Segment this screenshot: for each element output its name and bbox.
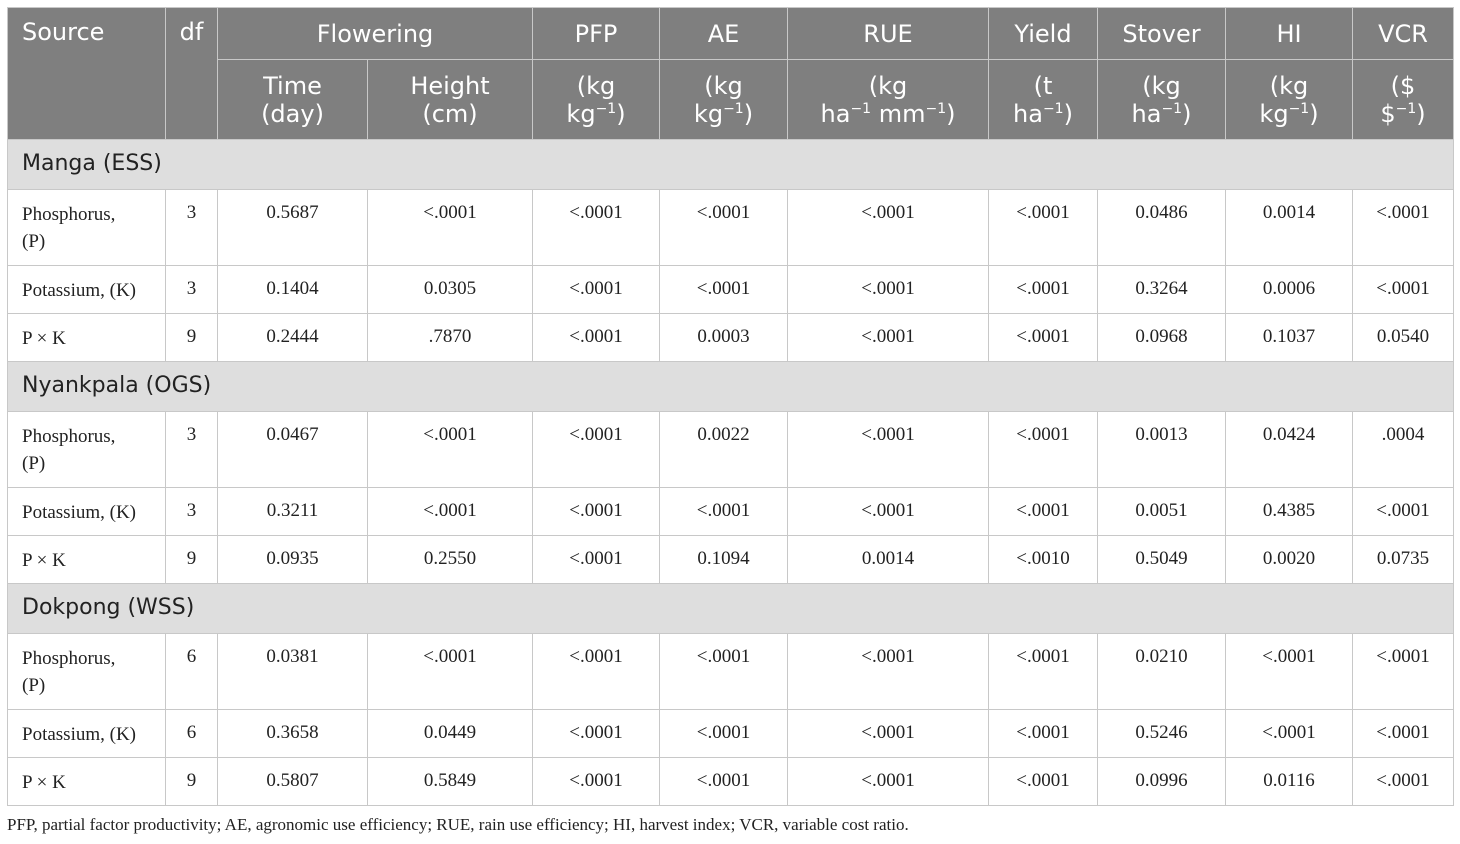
height-cell: <.0001 — [368, 488, 533, 536]
header-vcr-unit: ($ \$$^{-1}$) — [1353, 60, 1454, 140]
height-cell: 0.5849 — [368, 758, 533, 806]
stover-cell: 0.3264 — [1098, 266, 1226, 314]
time-cell: 0.5807 — [218, 758, 368, 806]
group-label: Nyankpala (OGS) — [8, 362, 1454, 412]
table-row — [8, 536, 1454, 584]
df-cell: 9 — [166, 314, 218, 362]
table-row — [8, 190, 1454, 266]
time-cell: 0.5687 — [218, 190, 368, 266]
ae-cell: <.0001 — [660, 758, 788, 806]
group-row — [8, 362, 1454, 412]
group-row — [8, 584, 1454, 634]
height-cell: 0.0305 — [368, 266, 533, 314]
hi-cell: 0.4385 — [1226, 488, 1353, 536]
stover-cell: 0.0968 — [1098, 314, 1226, 362]
time-cell: 0.0381 — [218, 634, 368, 710]
yield-cell: <.0001 — [989, 634, 1098, 710]
hi-cell: <.0001 — [1226, 634, 1353, 710]
yield-cell: <.0001 — [989, 488, 1098, 536]
source-cell: Potassium, (K) — [8, 710, 166, 758]
df-cell: 3 — [166, 488, 218, 536]
hi-cell: 0.0116 — [1226, 758, 1353, 806]
header-ae-unit: (kg $kg^{-1}$) — [660, 60, 788, 140]
header-ae: AE — [660, 8, 788, 60]
source-cell: Potassium, (K) — [8, 266, 166, 314]
df-cell: 9 — [166, 536, 218, 584]
yield-cell: <.0001 — [989, 314, 1098, 362]
ae-cell: <.0001 — [660, 634, 788, 710]
ae-cell: 0.0003 — [660, 314, 788, 362]
vcr-cell: 0.0540 — [1353, 314, 1454, 362]
table-header — [8, 8, 1454, 140]
stover-cell: 0.0486 — [1098, 190, 1226, 266]
df-cell: 9 — [166, 758, 218, 806]
table-body — [8, 140, 1454, 806]
source-cell: Phosphorus, (P) — [8, 190, 166, 266]
vcr-cell: <.0001 — [1353, 190, 1454, 266]
vcr-cell: <.0001 — [1353, 758, 1454, 806]
anova-table — [7, 7, 1454, 806]
ae-cell: 0.1094 — [660, 536, 788, 584]
height-cell: 0.2550 — [368, 536, 533, 584]
pfp-cell: <.0001 — [533, 266, 660, 314]
rue-cell: <.0001 — [788, 190, 989, 266]
height-cell: .7870 — [368, 314, 533, 362]
time-cell: 0.2444 — [218, 314, 368, 362]
table-footnote: PFP, partial factor productivity; AE, agronomic use efficiency; RUE, rain use efficiency; HI, harvest index; VCR, variable cost ratio. — [7, 815, 909, 834]
yield-cell: <.0001 — [989, 266, 1098, 314]
group-label: Manga (ESS) — [8, 140, 1454, 190]
df-cell: 6 — [166, 634, 218, 710]
stover-cell: 0.0013 — [1098, 412, 1226, 488]
stover-cell: 0.0210 — [1098, 634, 1226, 710]
rue-cell: <.0001 — [788, 710, 989, 758]
table-row — [8, 758, 1454, 806]
vcr-cell: <.0001 — [1353, 266, 1454, 314]
vcr-cell: .0004 — [1353, 412, 1454, 488]
yield-cell: <.0001 — [989, 710, 1098, 758]
yield-cell: <.0001 — [989, 190, 1098, 266]
hi-cell: 0.0014 — [1226, 190, 1353, 266]
header-rue-unit: (kg $ha^{-1}$ $mm^{-1}$) — [788, 60, 989, 140]
header-stover-unit: (kg $ha^{-1}$) — [1098, 60, 1226, 140]
hi-cell: 0.0006 — [1226, 266, 1353, 314]
pfp-cell: <.0001 — [533, 710, 660, 758]
time-cell: 0.3211 — [218, 488, 368, 536]
stover-cell: 0.0051 — [1098, 488, 1226, 536]
header-flowering: Flowering — [218, 8, 533, 60]
table-row — [8, 488, 1454, 536]
pfp-cell: <.0001 — [533, 758, 660, 806]
height-cell: <.0001 — [368, 412, 533, 488]
yield-cell: <.0001 — [989, 758, 1098, 806]
ae-cell: <.0001 — [660, 710, 788, 758]
header-df: df — [166, 8, 218, 140]
time-cell: 0.1404 — [218, 266, 368, 314]
height-cell: 0.0449 — [368, 710, 533, 758]
pfp-cell: <.0001 — [533, 634, 660, 710]
hi-cell: 0.0424 — [1226, 412, 1353, 488]
height-cell: <.0001 — [368, 190, 533, 266]
group-label: Dokpong (WSS) — [8, 584, 1454, 634]
header-vcr: VCR — [1353, 8, 1454, 60]
rue-cell: <.0001 — [788, 314, 989, 362]
stover-cell: 0.5246 — [1098, 710, 1226, 758]
time-cell: 0.3658 — [218, 710, 368, 758]
pfp-cell: <.0001 — [533, 536, 660, 584]
hi-cell: 0.1037 — [1226, 314, 1353, 362]
vcr-cell: <.0001 — [1353, 634, 1454, 710]
vcr-cell: 0.0735 — [1353, 536, 1454, 584]
header-source: Source — [8, 8, 166, 140]
rue-cell: <.0001 — [788, 758, 989, 806]
rue-cell: 0.0014 — [788, 536, 989, 584]
source-cell: Phosphorus, (P) — [8, 412, 166, 488]
anova-table-container — [7, 7, 1453, 806]
df-cell: 3 — [166, 190, 218, 266]
stover-cell: 0.0996 — [1098, 758, 1226, 806]
source-cell: P × K — [8, 536, 166, 584]
stover-cell: 0.5049 — [1098, 536, 1226, 584]
source-cell: P × K — [8, 758, 166, 806]
header-height: Height (cm) — [368, 60, 533, 140]
table-row — [8, 710, 1454, 758]
pfp-cell: <.0001 — [533, 190, 660, 266]
table-row — [8, 412, 1454, 488]
header-rue: RUE — [788, 8, 989, 60]
time-cell: 0.0467 — [218, 412, 368, 488]
header-yield-unit: (t $ha^{-1}$) — [989, 60, 1098, 140]
rue-cell: <.0001 — [788, 412, 989, 488]
rue-cell: <.0001 — [788, 488, 989, 536]
header-pfp: PFP — [533, 8, 660, 60]
df-cell: 6 — [166, 710, 218, 758]
rue-cell: <.0001 — [788, 266, 989, 314]
header-hi-unit: (kg $kg^{-1}$) — [1226, 60, 1353, 140]
hi-cell: 0.0020 — [1226, 536, 1353, 584]
rue-cell: <.0001 — [788, 634, 989, 710]
df-cell: 3 — [166, 266, 218, 314]
df-cell: 3 — [166, 412, 218, 488]
header-time: Time (day) — [218, 60, 368, 140]
source-cell: P × K — [8, 314, 166, 362]
vcr-cell: <.0001 — [1353, 710, 1454, 758]
header-yield: Yield — [989, 8, 1098, 60]
yield-cell: <.0001 — [989, 412, 1098, 488]
table-row — [8, 266, 1454, 314]
source-cell: Phosphorus, (P) — [8, 634, 166, 710]
hi-cell: <.0001 — [1226, 710, 1353, 758]
table-row — [8, 634, 1454, 710]
time-cell: 0.0935 — [218, 536, 368, 584]
table-row — [8, 314, 1454, 362]
ae-cell: 0.0022 — [660, 412, 788, 488]
group-row — [8, 140, 1454, 190]
vcr-cell: <.0001 — [1353, 488, 1454, 536]
ae-cell: <.0001 — [660, 266, 788, 314]
height-cell: <.0001 — [368, 634, 533, 710]
pfp-cell: <.0001 — [533, 412, 660, 488]
header-stover: Stover — [1098, 8, 1226, 60]
header-pfp-unit: (kg $kg^{-1}$) — [533, 60, 660, 140]
ae-cell: <.0001 — [660, 488, 788, 536]
pfp-cell: <.0001 — [533, 314, 660, 362]
header-hi: HI — [1226, 8, 1353, 60]
yield-cell: <.0010 — [989, 536, 1098, 584]
source-cell: Potassium, (K) — [8, 488, 166, 536]
ae-cell: <.0001 — [660, 190, 788, 266]
pfp-cell: <.0001 — [533, 488, 660, 536]
